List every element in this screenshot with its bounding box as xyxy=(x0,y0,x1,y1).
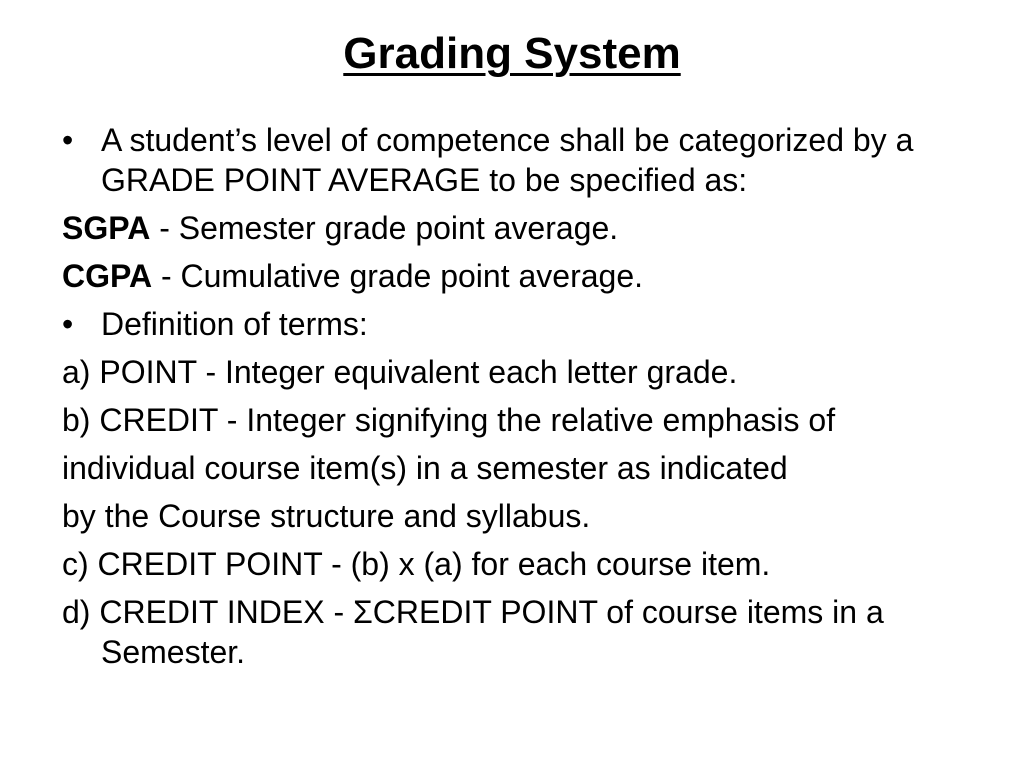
bullet-item-definitions xyxy=(62,304,982,344)
sgpa-line xyxy=(62,208,982,248)
bullet-text: Definition of terms: xyxy=(101,306,368,342)
bullet-icon: • xyxy=(62,306,74,342)
slide-body xyxy=(62,120,982,680)
definition-credit-point: c) CREDIT POINT - (b) x (a) for each course item. xyxy=(62,546,771,582)
definition-credit-line-3: by the Course structure and syllabus. xyxy=(62,498,591,534)
cgpa-definition: - Cumulative grade point average. xyxy=(152,258,644,294)
bullet-text: A student’s level of competence shall be categorized by a GRADE POINT AVERAGE to be specified as: xyxy=(101,122,914,198)
cgpa-term: CGPA xyxy=(62,258,153,294)
definition-point: a) POINT - Integer equivalent each letter grade. xyxy=(62,354,738,390)
definition-credit-index: d) CREDIT INDEX - ΣCREDIT POINT of course items in a Semester. xyxy=(62,594,884,670)
slide-title: Grading System xyxy=(343,29,681,78)
bullet-icon: • xyxy=(62,122,74,158)
cgpa-line xyxy=(62,256,982,296)
sgpa-definition: - Semester grade point average. xyxy=(150,210,619,246)
bullet-item-competence xyxy=(62,120,982,200)
definition-credit-line-2: individual course item(s) in a semester as indicated xyxy=(62,450,788,486)
definition-credit-line-1: b) CREDIT - Integer signifying the relative emphasis of xyxy=(62,402,836,438)
sgpa-term: SGPA xyxy=(62,210,151,246)
